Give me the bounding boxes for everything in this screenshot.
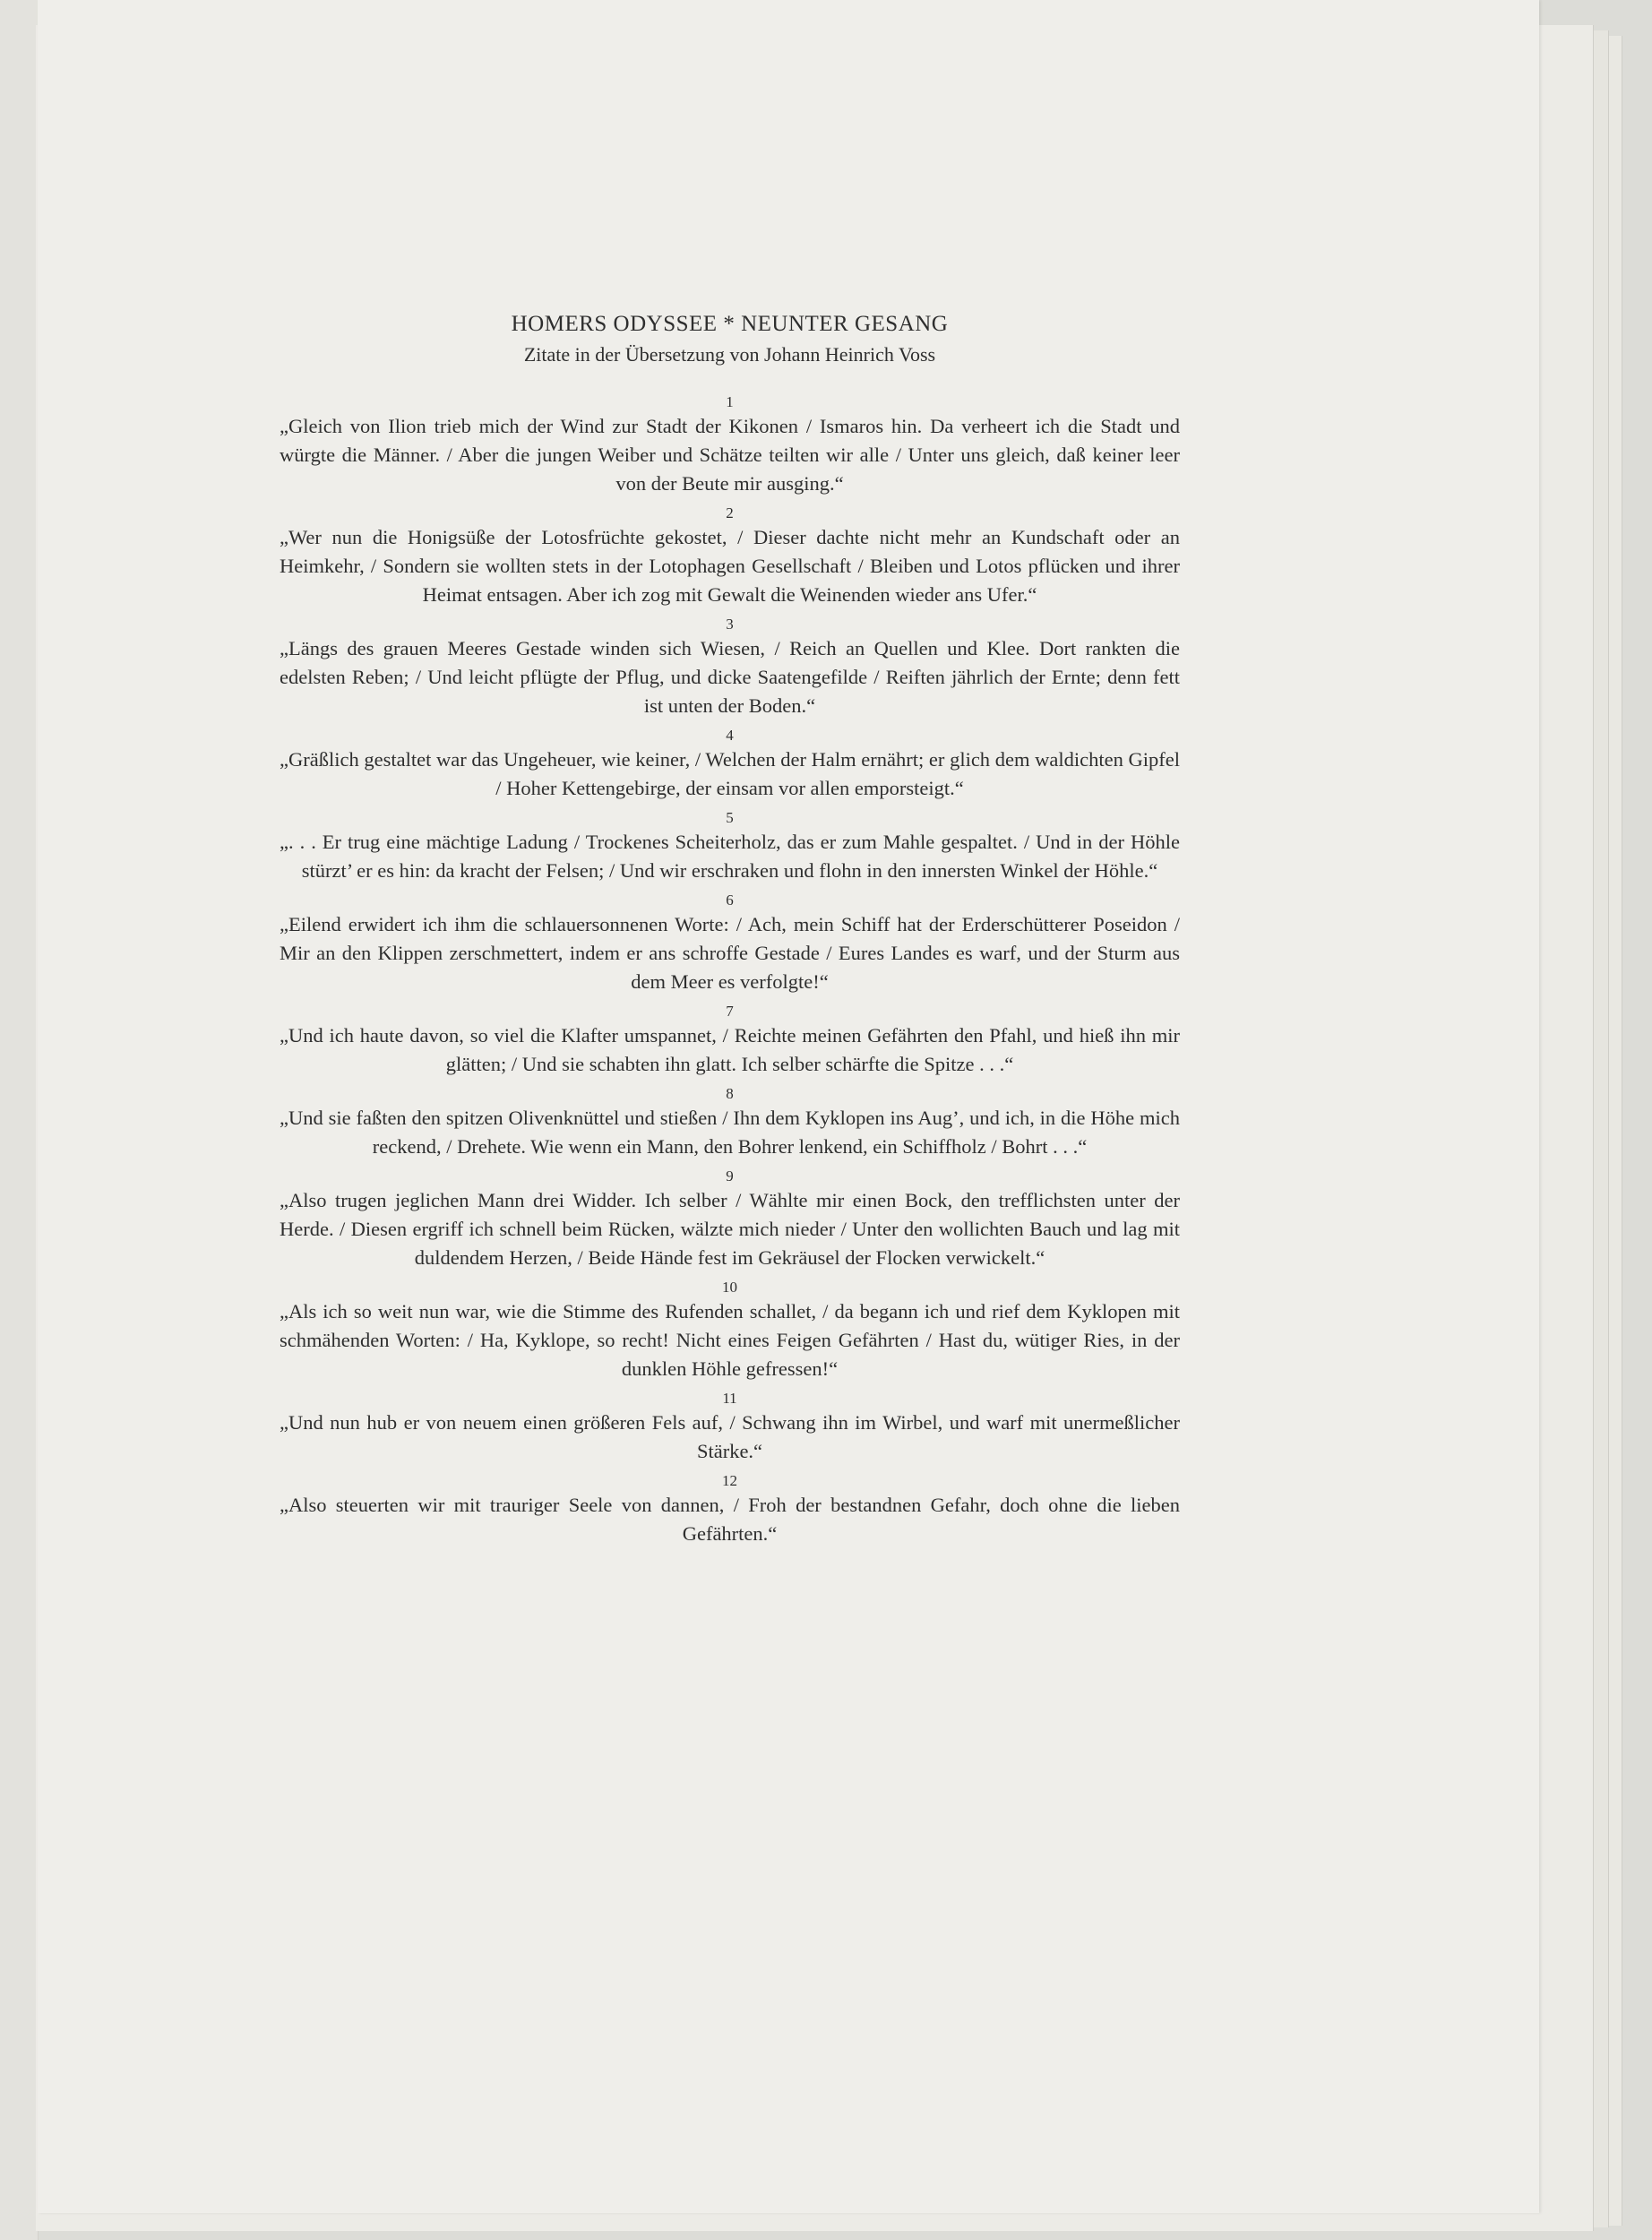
page-content [280, 309, 1180, 1554]
quote-block [280, 1002, 1180, 1079]
quote-block [280, 392, 1180, 498]
quote-number: 12 [722, 1472, 737, 1489]
quote-text: „Und ich haute davon, so viel die Klafter umspannet, / Reichte meinen Gefährten den Pfahl, und hieß ihn mir glätten; / Und sie schabten ihn glatt. Ich selber schärfte die Spitze . . .“ [280, 1024, 1180, 1075]
book-page [38, 0, 1539, 2213]
quote-block [280, 1167, 1180, 1272]
quote-number: 11 [722, 1390, 737, 1407]
quote-block [280, 1278, 1180, 1383]
page-title: HOMERS ODYSSEE * NEUNTER GESANG [511, 312, 949, 336]
page-subtitle: Zitate in der Übersetzung von Johann Heinrich Voss [523, 343, 936, 366]
quote-number: 10 [722, 1279, 737, 1296]
quote-number: 2 [726, 504, 734, 521]
quote-number: 4 [726, 727, 734, 744]
quote-text: „Also steuerten wir mit trauriger Seele von dannen, / Froh der bestandnen Gefahr, doch ohne die lieben Gefährten.“ [280, 1494, 1180, 1545]
quote-text: „Wer nun die Honigsüße der Lotosfrüchte gekostet, / Dieser dachte nicht mehr an Kundschaft oder an Heimkehr, / Sondern sie wollten stets in der Lotophagen Gesellschaft / Bleiben und Lotos pflücken und ihrer Heimat entsagen. Aber ich zog mit Gewalt die Weinenden wieder ans Ufer.“ [280, 526, 1180, 606]
quote-number: 3 [726, 616, 734, 633]
left-page-edge [0, 0, 39, 2240]
quote-block [280, 891, 1180, 996]
quote-text: „Und sie faßten den spitzen Olivenknüttel und stießen / Ihn dem Kyklopen ins Aug’, und ich, in die Höhe mich reckend, / Drehete. Wie wenn ein Mann, den Bohrer lenkend, ein Schiffholz / Bohrt . . .“ [280, 1107, 1180, 1158]
quote-block [280, 1389, 1180, 1466]
quote-block [280, 504, 1180, 609]
quote-text: „Gräßlich gestaltet war das Ungeheuer, wie keiner, / Welchen der Halm ernährt; er glich dem waldichten Gipfel / Hoher Kettengebirge, der einsam vor allen emporsteigt.“ [280, 748, 1180, 799]
quote-text: „. . . Er trug eine mächtige Ladung / Trockenes Scheiterholz, das er zum Mahle gespaltet. / Und in der Höhle stürzt’ er es hin: da kracht der Felsen; / Und wir erschraken und flohn in den innersten Winkel der Höhle.“ [280, 831, 1180, 882]
quote-number: 7 [726, 1003, 734, 1020]
quote-text: „Längs des grauen Meeres Gestade winden sich Wiesen, / Reich an Quellen und Klee. Dort rankten die edelsten Reben; / Und leicht pflügte der Pflug, und dicke Saatengefilde / Reiften jährlich der Ernte; denn fett ist unten der Boden.“ [280, 637, 1180, 717]
quote-number: 9 [726, 1167, 734, 1185]
quote-number: 6 [726, 892, 734, 909]
quote-text: „Also trugen jeglichen Mann drei Widder. Ich selber / Wählte mir einen Bock, den trefflichsten unter der Herde. / Diesen ergriff ich schnell beim Rücken, wälzte mich nieder / Unter den wollichten Bauch und lag mit duldendem Herzen, / Beide Hände fest im Gekräusel der Flocken verwickelt.“ [280, 1189, 1180, 1269]
quote-block [280, 1084, 1180, 1161]
quote-number: 8 [726, 1085, 734, 1102]
quote-number: 1 [726, 393, 734, 410]
quote-block [280, 808, 1180, 885]
quote-text: „Und nun hub er von neuem einen größeren Fels auf, / Schwang ihn im Wirbel, und warf mit unermeßlicher Stärke.“ [280, 1411, 1180, 1462]
quote-block [280, 615, 1180, 720]
quote-block [280, 1471, 1180, 1548]
quote-block [280, 726, 1180, 803]
quote-text: „Als ich so weit nun war, wie die Stimme des Rufenden schallet, / da begann ich und rief dem Kyklopen mit schmähenden Worten: / Ha, Kyklope, so recht! Nicht eines Feigen Gefährten / Hast du, wütiger Ries, in der dunklen Höhle gefressen!“ [280, 1300, 1180, 1380]
quote-text: „Eilend erwidert ich ihm die schlauersonnenen Worte: / Ach, mein Schiff hat der Erderschütterer Poseidon / Mir an den Klippen zerschmettert, indem er ans schroffe Gestade / Eures Landes es warf, und der Sturm aus dem Meer es verfolgte!“ [280, 913, 1180, 993]
quote-number: 5 [726, 809, 734, 826]
quote-text: „Gleich von Ilion trieb mich der Wind zur Stadt der Kikonen / Ismaros hin. Da verheert ich die Stadt und würgte die Männer. / Aber die jungen Weiber und Schätze teilten wir alle / Unter uns gleich, daß keiner leer von der Beute mir ausging.“ [280, 415, 1180, 495]
